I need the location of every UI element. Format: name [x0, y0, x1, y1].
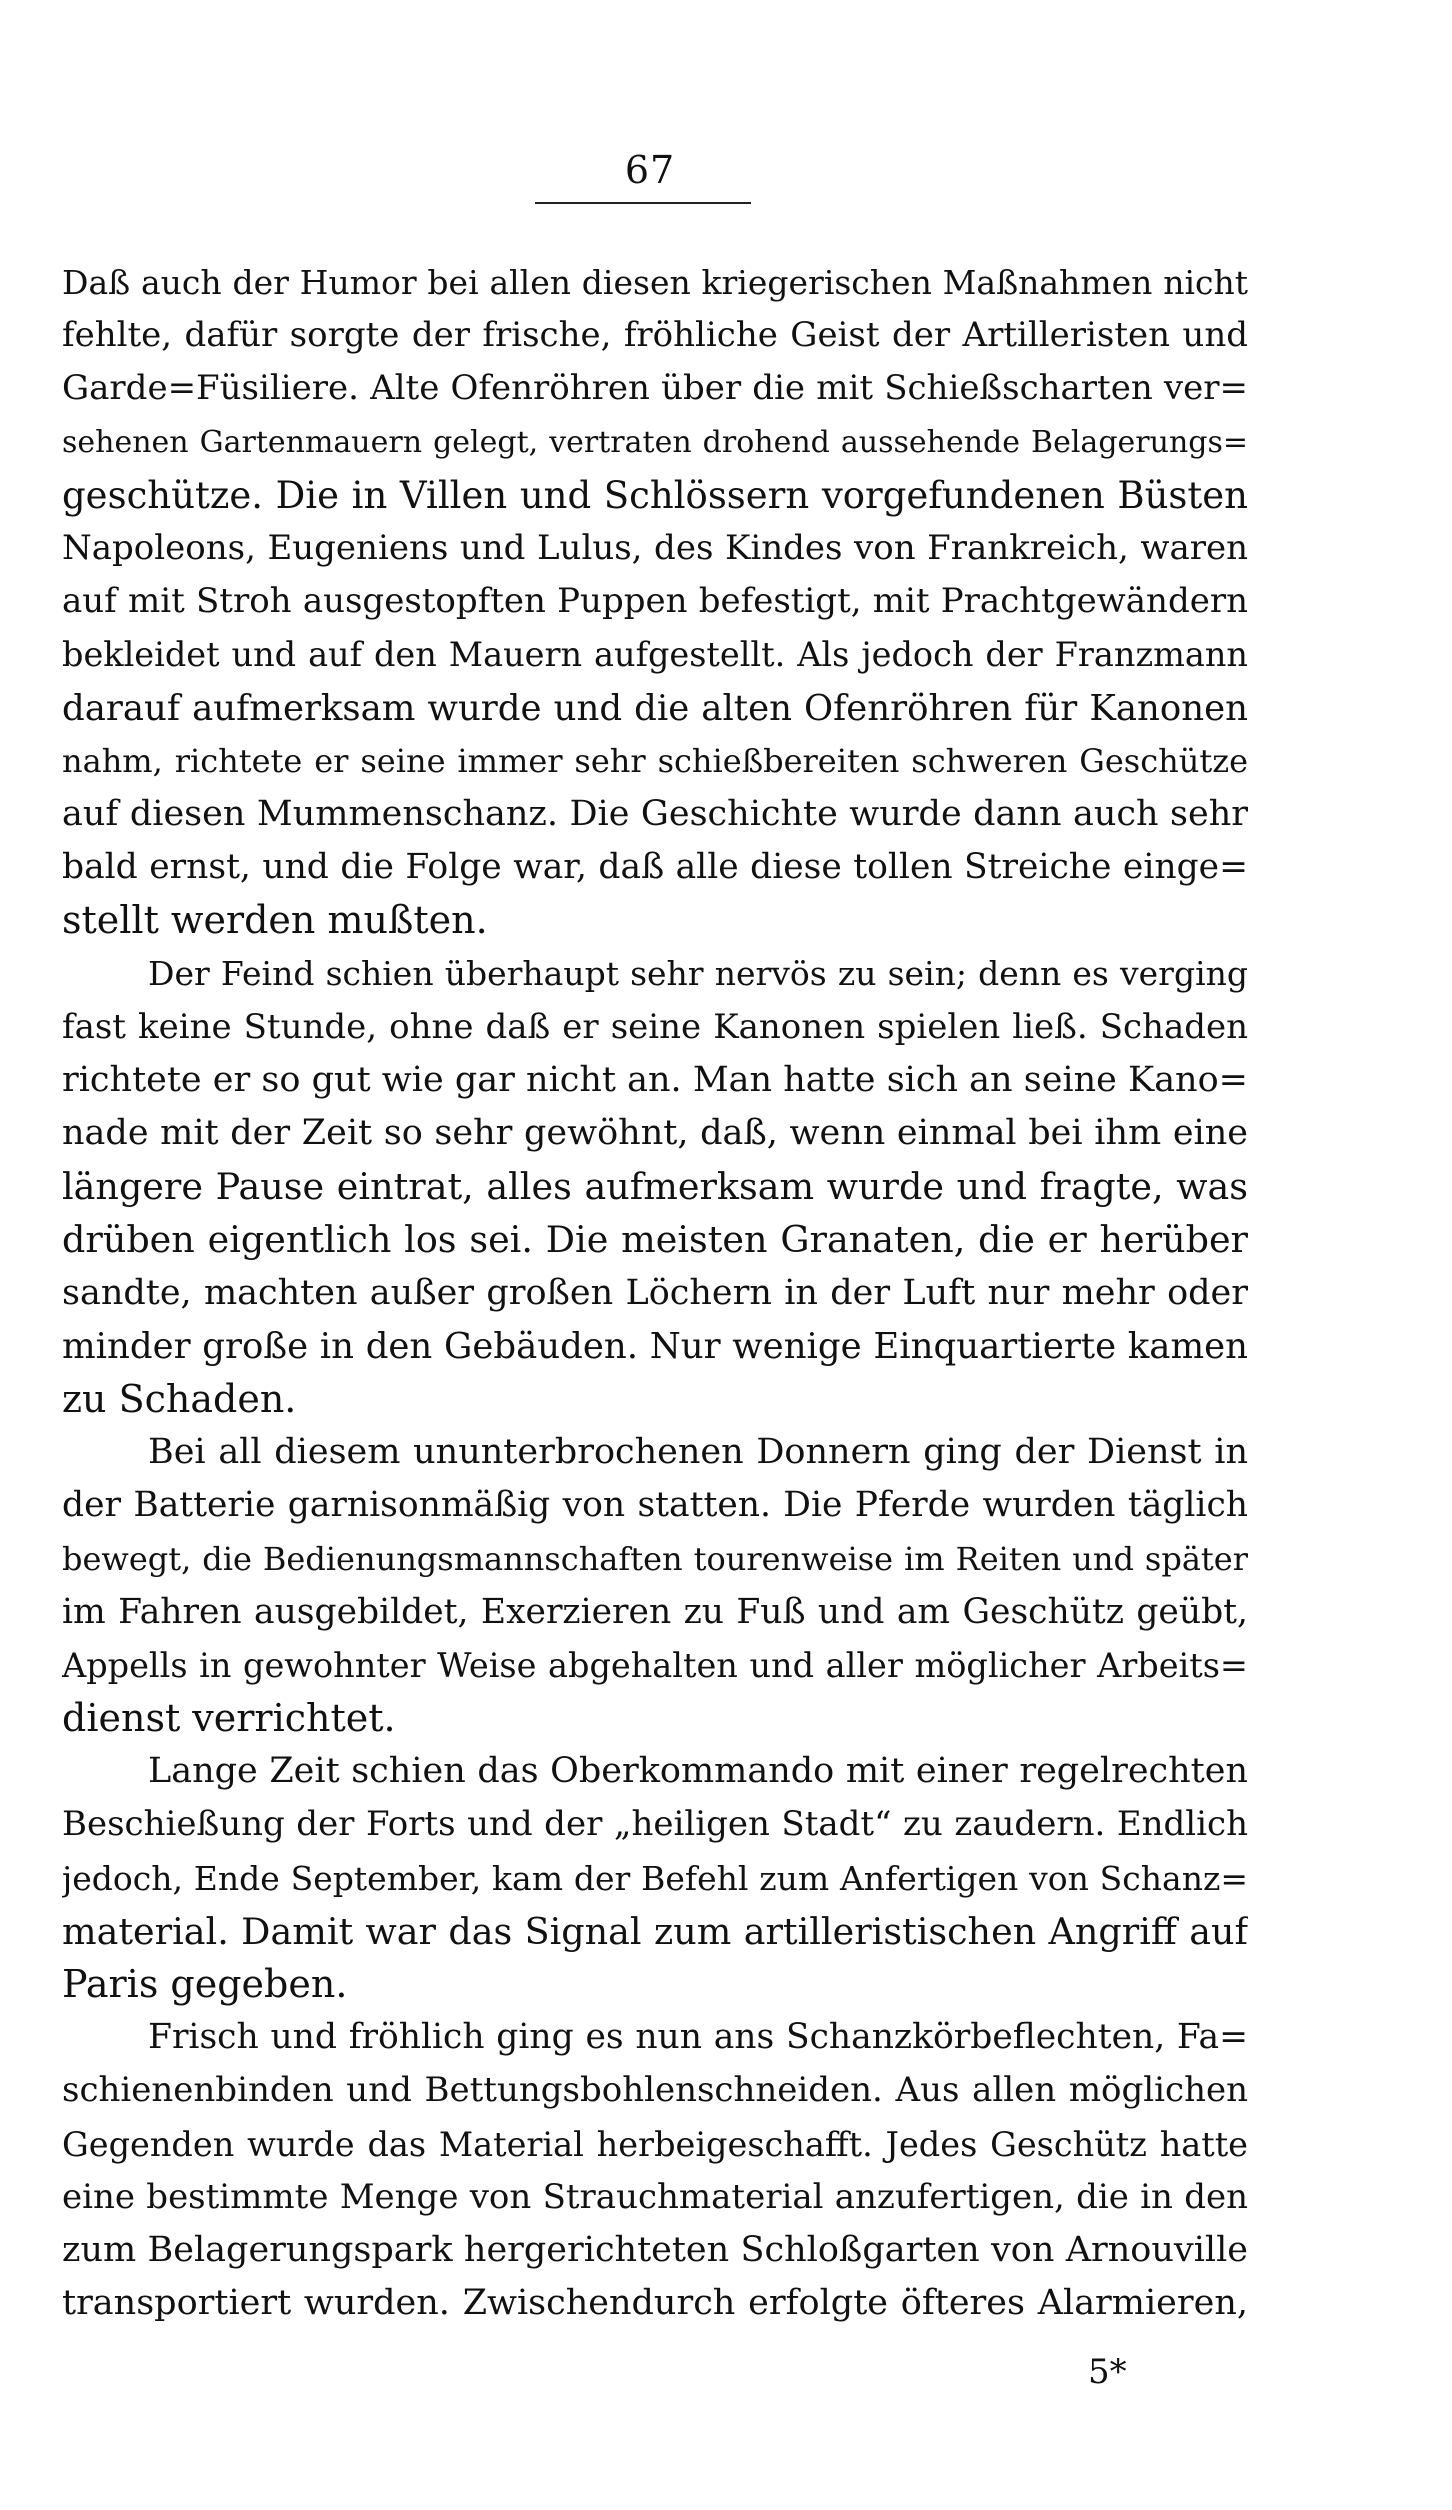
text-line: zum Belagerungspark hergerichteten Schloßgarten von Arnouville [62, 2229, 1248, 2270]
text-line: Napoleons, Eugeniens und Lulus, des Kindes von Frankreich, waren [62, 527, 1248, 568]
text-line: auf diesen Mummenschanz. Die Geschichte wurde dann auch sehr [62, 793, 1248, 834]
text-line: richtete er so gut wie gar nicht an. Man hatte sich an seine Kano= [62, 1059, 1248, 1100]
text-line: sandte, machten außer großen Löchern in der Luft nur mehr oder [62, 1272, 1248, 1313]
text-line: nade mit der Zeit so sehr gewöhnt, daß, wenn einmal bei ihm eine [62, 1113, 1248, 1153]
text-line: Beschießung der Forts und der „heiligen Stadt“ zu zaudern. Endlich [62, 1804, 1248, 1845]
signature-mark: 5* [1088, 2352, 1127, 2392]
text-line: darauf aufmerksam wurde und die alten Ofenröhren für Kanonen [62, 687, 1248, 729]
page-number: 67 [624, 148, 676, 192]
text-line: Lange Zeit schien das Oberkommando mit einer regelrechten [148, 1751, 1248, 1792]
text-line: Paris gegeben. [62, 1962, 348, 2006]
body-text [62, 256, 1248, 2330]
text-line: Appells in gewohnter Weise abgehalten und aller möglicher Arbeits= [62, 1645, 1248, 1685]
text-line: Daß auch der Humor bei allen diesen kriegerischen Maßnahmen nicht [62, 263, 1248, 302]
text-line: bald ernst, und die Folge war, daß alle diese tollen Streiche einge= [62, 847, 1248, 888]
text-line: auf mit Stroh ausgestopften Puppen befestigt, mit Prachtgewändern [62, 581, 1248, 622]
text-line: längere Pause eintrat, alles aufmerksam wurde und fragte, was [62, 1165, 1248, 1209]
text-line: transportiert wurden. Zwischendurch erfolgte öfteres Alarmieren, [62, 2283, 1248, 2324]
text-line: im Fahren ausgebildet, Exerzieren zu Fuß und am Geschütz geübt, [62, 1591, 1248, 1632]
text-line: Gegenden wurde das Material herbeigeschafft. Jedes Geschütz hatte [62, 2124, 1248, 2164]
text-line: nahm, richtete er seine immer sehr schießbereiten schweren Geschütze [62, 741, 1248, 780]
text-line: geschütze. Die in Villen und Schlössern vorgefundenen Büsten [62, 473, 1248, 517]
text-line: fehlte, dafür sorgte der frische, fröhliche Geist der Artilleristen und [62, 315, 1248, 356]
text-line: stellt werden mußten. [62, 898, 488, 943]
text-line: dienst verrichtet. [62, 1696, 396, 1741]
text-line: schienenbinden und Bettungsbohlenschneiden. Aus allen möglichen [62, 2070, 1248, 2111]
text-line: Der Feind schien überhaupt sehr nervös zu sein; denn es verging [148, 954, 1248, 994]
text-line: Frisch und fröhlich ging es nun ans Schanzkörbeflechten, Fa= [148, 2017, 1248, 2058]
text-line: zu Schaden. [62, 1376, 297, 1421]
header-rule [535, 202, 751, 204]
text-line: bewegt, die Bedienungsmannschaften tourenweise im Reiten und später [62, 1539, 1248, 1578]
text-line: jedoch, Ende September, kam der Befehl zum Anfertigen von Schanz= [62, 1858, 1248, 1898]
text-line: sehenen Gartenmauern gelegt, vertraten drohend aussehende Belagerungs= [62, 424, 1248, 460]
text-line: fast keine Stunde, ohne daß er seine Kanonen spielen ließ. Schaden [62, 1006, 1248, 1047]
text-line: der Batterie garnisonmäßig von statten. Die Pferde wurden täglich [62, 1485, 1248, 1526]
text-line: material. Damit war das Signal zum artilleristischen Angriff auf [62, 1909, 1248, 1953]
text-line: Bei all diesem ununterbrochenen Donnern ging der Dienst in [148, 1432, 1248, 1473]
text-line: minder große in den Gebäuden. Nur wenige Einquartierte kamen [62, 1325, 1248, 1367]
text-line: drüben eigentlich los sei. Die meisten Granaten, die er herüber [62, 1218, 1248, 1262]
text-line: bekleidet und auf den Mauern aufgestellt. Als jedoch der Franzmann [62, 635, 1248, 675]
text-line: Garde=Füsiliere. Alte Ofenröhren über die mit Schießscharten ver= [62, 368, 1248, 409]
text-line: eine bestimmte Menge von Strauchmaterial anzufertigen, die in den [62, 2176, 1248, 2217]
